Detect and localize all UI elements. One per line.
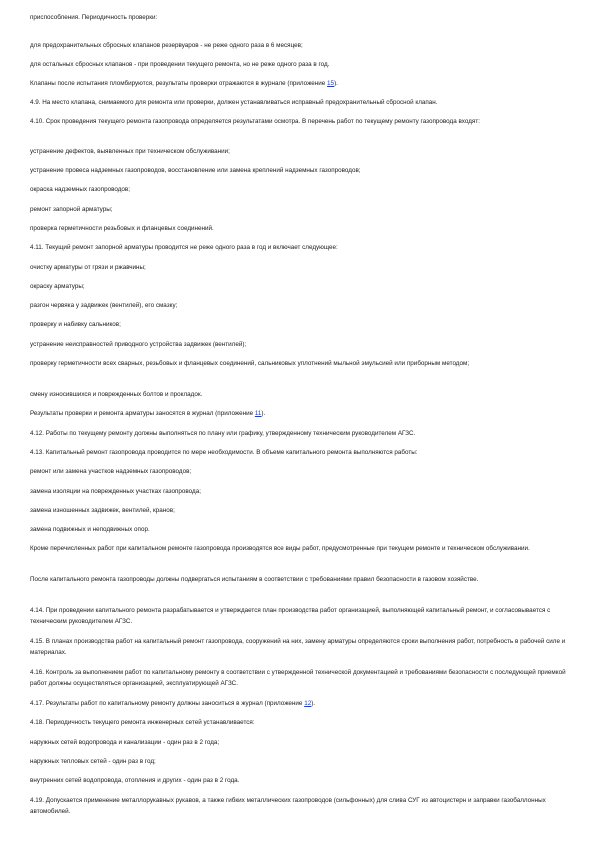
appendix-link[interactable]: 15 bbox=[327, 80, 335, 87]
paragraph: Клапаны после испытания пломбируются, результаты проверки отражаются в журнале (приложение 15). bbox=[30, 80, 338, 87]
paragraph: После капитального ремонта газопроводы должны подвергаться испытаниям в соответствии с требованиями правил безопасности в газовом хозяйстве. bbox=[30, 576, 479, 583]
paragraph: приспособления. Периодичность проверки: bbox=[30, 14, 158, 21]
paragraph: проверку и набивку сальников; bbox=[30, 321, 121, 328]
paragraph: устранение дефектов, выявленных при техническом обслуживании; bbox=[30, 148, 230, 155]
paragraph: ремонт или замена участков надземных газопроводов; bbox=[30, 468, 192, 475]
paragraph: 4.19. Допускается применение металлорукавных рукавов, а также гибких металлических газопроводов (сильфонных) для слива СУГ из автоцистерн и заправки газобаллонных автомобилей. bbox=[30, 797, 546, 815]
paragraph: Результаты проверки и ремонта арматуры заносятся в журнал (приложение 11). bbox=[30, 410, 266, 417]
paragraph: 4.17. Результаты работ по капитальному ремонту должны заноситься в журнал (приложение 12). bbox=[30, 700, 316, 707]
paragraph: окраска надземных газопроводов; bbox=[30, 186, 130, 193]
appendix-link[interactable]: 12 bbox=[304, 700, 312, 707]
paragraph: проверку герметичности всех сварных, резьбовых и фланцевых соединений, сальниковых уплотнений мыльной эмульсией или приборным методом; bbox=[30, 360, 470, 367]
paragraph: для предохранительных сбросных клапанов резервуаров - не реже одного раза в 6 месяцев; bbox=[30, 42, 303, 49]
paragraph: для остальных сбросных клапанов - при проведении текущего ремонта, но не реже одного раза в год. bbox=[30, 61, 330, 68]
paragraph: ремонт запорной арматуры; bbox=[30, 206, 113, 213]
paragraph: разгон червяка у задвижек (вентилей), его смазку; bbox=[30, 302, 178, 309]
paragraph: замена подвижных и неподвижных опор. bbox=[30, 526, 150, 533]
paragraph: замена изношенных задвижек, вентилей, кранов; bbox=[30, 507, 175, 514]
paragraph: замена изоляции на поврежденных участках газопровода; bbox=[30, 488, 201, 495]
paragraph: 4.9. На место клапана, снимаемого для ремонта или проверки, должен устанавливаться исправный предохранительный сбросной клапан. bbox=[30, 99, 438, 106]
paragraph: устранение неисправностей приводного устройства задвижек (вентилей); bbox=[30, 341, 247, 348]
paragraph: 4.14. При проведении капитального ремонта разрабатывается и утверждается план производства работ организацией, выполняющей капитальный ремонт, и согласовывается с техническим руководителем АГЗС. bbox=[30, 607, 551, 625]
paragraph: 4.10. Срок проведения текущего ремонта газопровода определяется результатами осмотра. В перечень работ по текущему ремонту газопровода входят: bbox=[30, 118, 480, 125]
paragraph: Кроме перечисленных работ при капитальном ремонте газопровода производятся все виды работ, предусмотренные при текущем ремонте и техническом обслуживании. bbox=[30, 545, 530, 552]
paragraph: 4.15. В планах производства работ на капитальный ремонт газопровода, сооружений на них, замену арматуры определяются сроки выполнения работ, потребность в рабочей силе и материалах. bbox=[30, 638, 566, 656]
paragraph: окраску арматуры; bbox=[30, 283, 85, 290]
appendix-link[interactable]: 11 bbox=[254, 410, 262, 417]
paragraph: смену износившихся и поврежденных болтов и прокладок. bbox=[30, 391, 203, 398]
paragraph: 4.16. Контроль за выполнением работ по капитальному ремонту в соответствии с утвержденной технической документацией и требованиями безопасности с последующей приемкой работ должны осуществляться организацией, эксплуатирующей АГЗС. bbox=[30, 669, 566, 687]
paragraph: 4.12. Работы по текущему ремонту должны выполняться по плану или графику, утвержденному техническим руководителем АГЗС. bbox=[30, 430, 416, 437]
paragraph: наружных сетей водопровода и канализации - один раз в 2 года; bbox=[30, 739, 220, 746]
paragraph: наружных тепловых сетей - один раз в год; bbox=[30, 758, 156, 765]
paragraph: внутренних сетей водопровода, отопления и других - один раз в 2 года. bbox=[30, 777, 240, 784]
paragraph: 4.11. Текущий ремонт запорной арматуры проводится не реже одного раза в год и включает следующее: bbox=[30, 244, 338, 251]
paragraph: 4.18. Периодичность текущего ремонта инженерных сетей устанавливается: bbox=[30, 719, 255, 726]
paragraph: проверка герметичности резьбовых и фланцевых соединений. bbox=[30, 225, 214, 232]
paragraph: устранение провеса надземных газопроводов, восстановление или замена креплений надземных газопроводов; bbox=[30, 167, 361, 174]
paragraph: очистку арматуры от грязи и ржавчины; bbox=[30, 264, 146, 271]
paragraph: 4.13. Капитальный ремонт газопровода проводится по мере необходимости. В объеме капитального ремонта выполняются работы: bbox=[30, 449, 418, 456]
